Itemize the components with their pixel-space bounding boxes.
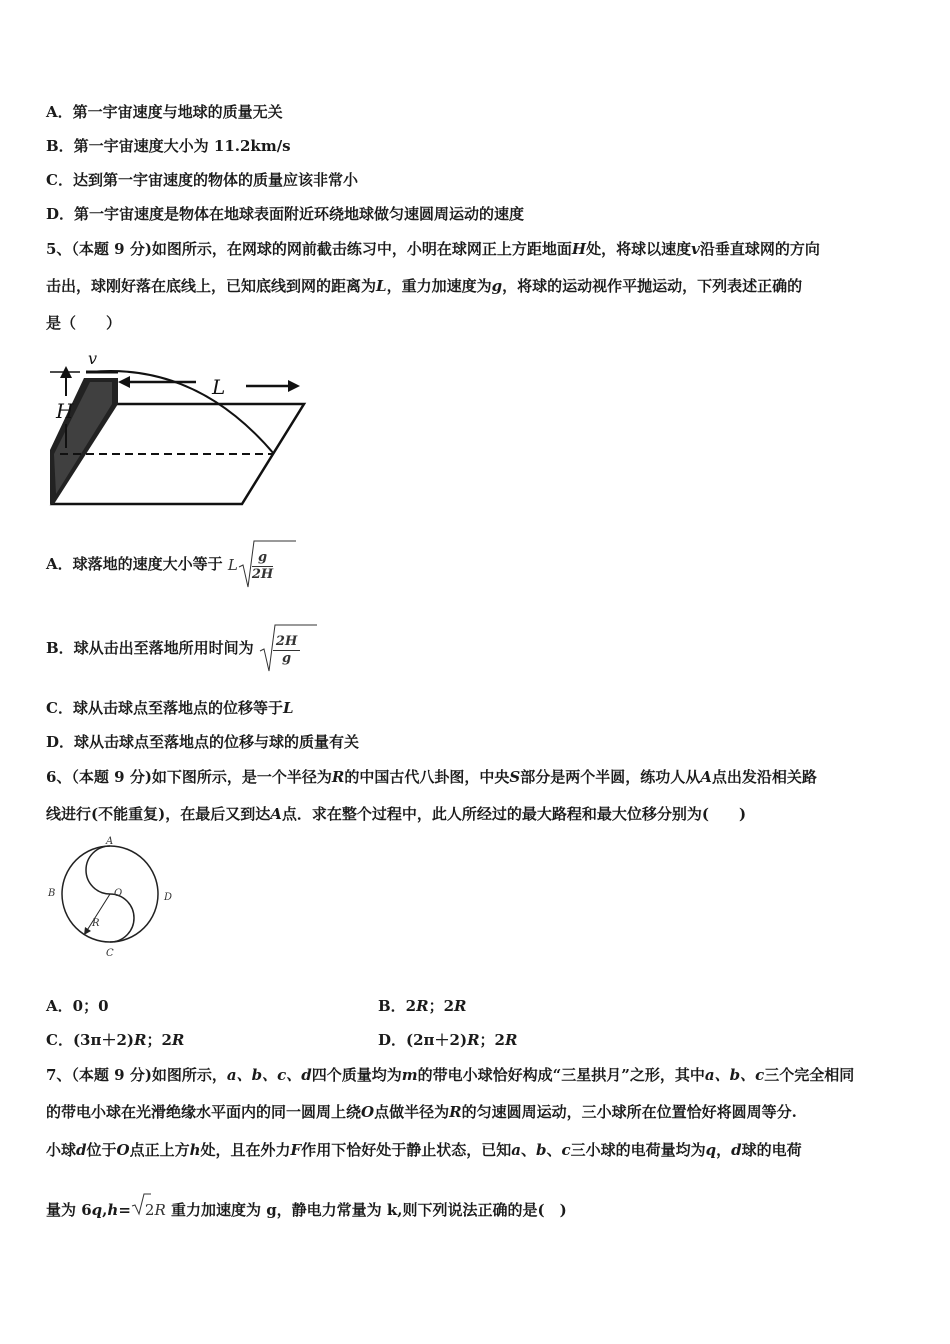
q4-option-c: C．达到第一宇宙速度的物体的质量应该非常小 [46,171,358,189]
q4-option-b: B．第一宇宙速度大小为 11.2km/s [46,137,291,155]
label-R: R [92,918,100,929]
q7-stem-line1: 7、（本题 9 分)如图所示，a、b、c、d四个质量均为m的带电小球恰好构成“三星拱月”之形，其中a、b、c三个完全相同 [46,1066,855,1084]
q6-stem-line2: 线进行(不能重复)，在最后又到达A点．求在整个过程中，此人所经过的最大路程和最大位移分别为( ) [46,805,747,823]
q5-stem-line3: 是（ ） [46,314,122,332]
sqrt-formula-a: $\frac{g}{2H}$ [238,541,273,589]
label-D: D [164,892,173,903]
q6-stem-line1: 6、（本题 9 分)如下图所示，是一个半径为R的中国古代八卦图，中央S部分是两个半圆，练功人从A点出发沿相关路 [46,768,817,786]
q6-option-a: A．0；0 [46,997,109,1015]
q7-stem-line3: 小球d位于O点正上方h处，且在外力F作用下恰好处于静止状态，已知a、b、c三小球的电荷量均为q，d球的电荷 [46,1141,802,1159]
q6-option-d: D．(2π＋2)R；2R [378,1031,518,1049]
q5-stem-line1: 5、（本题 9 分)如图所示，在网球的网前截击练习中，小明在球网正上方距地面H处，将球以速度v沿垂直球网的方向 [46,240,820,258]
q7-stem-line2: 的带电小球在光滑绝缘水平面内的同一圆周上绕O点做半径为R的匀速圆周运动，三小球所在位置恰好将圆周等分. [46,1103,797,1121]
q4-option-a: A．第一宇宙速度与地球的质量无关 [46,103,283,121]
tennis-net-figure [46,352,308,512]
label-O: O [114,888,123,899]
label-L: L [212,375,226,399]
q5-option-a: A．球落地的速度大小等于 L $\frac{g}{2H}$ [46,540,273,589]
sqrt-2R: 2R [131,1190,166,1230]
bagua-figure [44,834,184,964]
q6-option-c: C．(3π＋2)R；2R [46,1031,185,1049]
label-B: B [48,888,56,899]
q5-option-b: B．球从击出至落地所用时间为 $\frac{2H}{g}$ [46,624,300,673]
q4-option-d: D．第一宇宙速度是物体在地球表面附近环绕地球做匀速圆周运动的速度 [46,205,525,223]
label-H: H [56,399,74,423]
label-v: v [88,352,98,368]
q5-option-c: C．球从击球点至落地点的位移等于L [46,699,294,717]
q5-option-d: D．球从击球点至落地点的位移与球的质量有关 [46,733,360,751]
q5-stem-line2: 击出，球刚好落在底线上，已知底线到网的距离为L，重力加速度为g，将球的运动视作平抛运动，下列表述正确的 [46,277,803,295]
q7-stem-line4: 量为 6q,h= 2R 重力加速度为 g，静电力常量为 k,则下列说法正确的是( ) [46,1190,567,1230]
label-A: A [106,836,114,847]
sqrt-formula-b: $\frac{2H}{g}$ [259,625,300,673]
q6-option-b: B．2R；2R [378,997,467,1015]
label-C: C [106,948,114,959]
